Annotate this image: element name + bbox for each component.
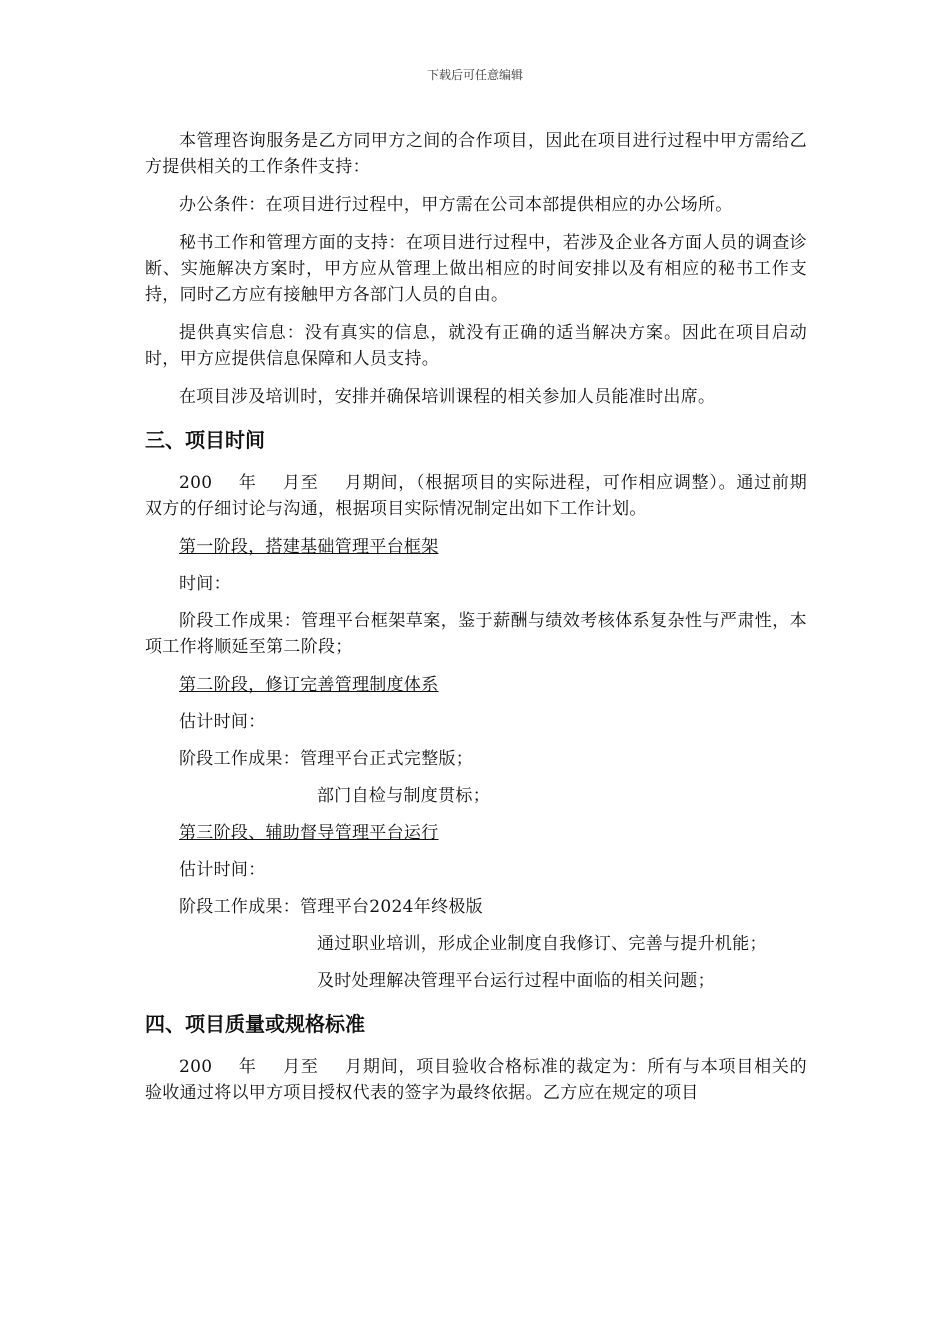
phase1-title: 第一阶段，搭建基础管理平台框架 — [179, 537, 439, 557]
phase3-result-3: 及时处理解决管理平台运行过程中面临的相关问题； — [317, 971, 715, 991]
year-label: 年 — [238, 473, 257, 493]
time-intro-rest: 月期间，（根据项目的实际进程，可作相应调整）。通过前期双方的仔细讨论与沟通，根据项目实际情况制定出如下工作计划。 — [145, 473, 807, 519]
document-body — [145, 128, 807, 1118]
phase2-title: 第二阶段，修订完善管理制度体系 — [179, 675, 439, 695]
section-heading-quality: 四、项目质量或规格标准 — [145, 1012, 365, 1036]
year-text: 200 — [179, 1057, 213, 1077]
section-heading-time: 三、项目时间 — [145, 428, 265, 452]
phase1-time: 时间： — [179, 574, 231, 594]
paragraph-office: 办公条件：在项目进行过程中，甲方需在公司本部提供相应的办公场所。 — [179, 195, 733, 215]
paragraph-training: 在项目涉及培训时，安排并确保培训课程的相关参加人员能准时出席。 — [179, 387, 716, 407]
month-label: 月至 — [282, 1057, 319, 1077]
year-label: 年 — [238, 1057, 257, 1077]
paragraph-quality-intro — [145, 1054, 807, 1106]
phase3-time: 估计时间： — [179, 860, 266, 880]
paragraph-intro: 本管理咨询服务是乙方同甲方之间的合作项目，因此在项目进行过程中甲方需给乙方提供相关的工作条件支持： — [145, 131, 807, 177]
paragraph-time-intro — [145, 470, 807, 522]
year-text: 200 — [179, 473, 213, 493]
quality-intro-rest: 月期间，项目验收合格标准的裁定为：所有与本项目相关的验收通过将以甲方项目授权代表的签字为最终依据。乙方应在规定的项目 — [145, 1057, 807, 1103]
paragraph-info: 提供真实信息：没有真实的信息，就没有正确的适当解决方案。因此在项目启动时，甲方应提供信息保障和人员支持。 — [145, 323, 807, 369]
month-label: 月至 — [282, 473, 319, 493]
phase3-result: 阶段工作成果：管理平台2024年终极版 — [179, 897, 483, 917]
phase2-time: 估计时间： — [179, 712, 266, 732]
phase2-result: 阶段工作成果：管理平台正式完整版； — [179, 749, 474, 769]
phase3-title: 第三阶段、辅助督导管理平台运行 — [179, 823, 439, 843]
page-header: 下载后可任意编辑 — [426, 68, 523, 82]
phase3-result-2: 通过职业培训，形成企业制度自我修订、完善与提升机能； — [317, 934, 767, 954]
paragraph-secretary: 秘书工作和管理方面的支持：在项目进行过程中，若涉及企业各方面人员的调查诊断、实施解决方案时，甲方应从管理上做出相应的时间安排以及有相应的秘书工作支持，同时乙方应有接触甲方各部门人员的自由。 — [145, 233, 807, 305]
phase2-result-2: 部门自检与制度贯标； — [317, 786, 490, 806]
phase1-result: 阶段工作成果：管理平台框架草案，鉴于薪酬与绩效考核体系复杂性与严肃性，本项工作将顺延至第二阶段； — [145, 611, 807, 657]
